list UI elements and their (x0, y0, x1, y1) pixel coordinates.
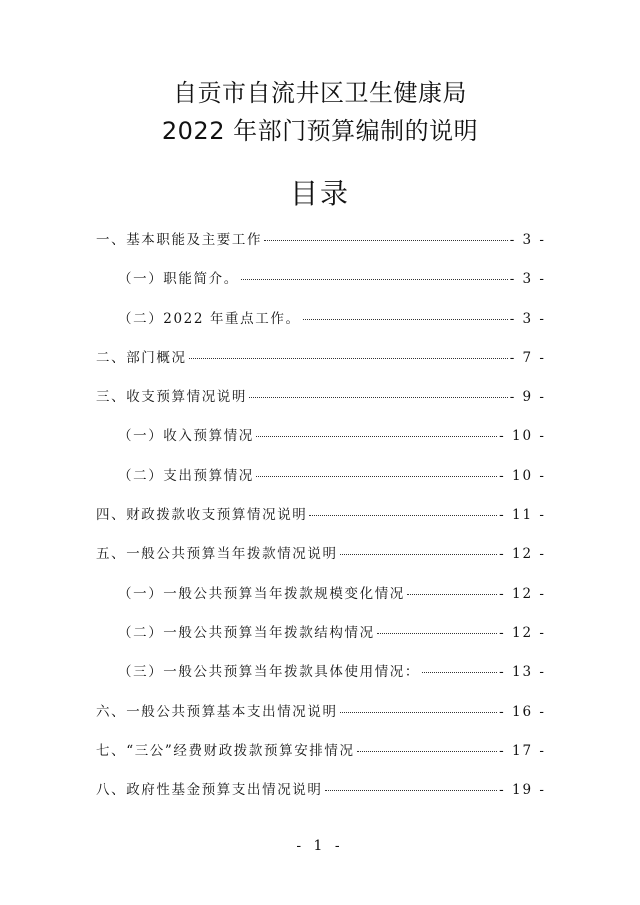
toc-entry[interactable] (96, 343, 546, 382)
toc-entry-label: （一）收入预算情况 (118, 428, 254, 445)
toc-entry[interactable] (96, 618, 546, 657)
toc-dot-leader (340, 712, 498, 713)
toc-entry-label: （二）支出预算情况 (118, 467, 254, 484)
toc-entry[interactable] (96, 657, 546, 696)
toc-entry-label: 二、部门概况 (96, 349, 187, 366)
toc-entry-label: （一）职能简介。 (118, 271, 239, 288)
toc-entry-label: （三）一般公共预算当年拨款具体使用情况： (118, 664, 420, 681)
toc-entry[interactable] (96, 500, 546, 539)
toc-entry[interactable] (96, 461, 546, 500)
toc-entry-label: （二）2022 年重点工作。 (118, 310, 301, 327)
toc-entry[interactable] (96, 264, 546, 303)
toc-entry-page: - 3 - (509, 232, 546, 248)
toc-entry[interactable] (96, 775, 546, 814)
page-number: - 1 - (296, 838, 344, 854)
toc-dot-leader (256, 476, 497, 477)
toc-dot-leader (241, 279, 508, 280)
toc-entry-page: - 9 - (509, 389, 546, 406)
toc-heading: 目录 (289, 177, 350, 210)
toc-entry-label: 五、一般公共预算当年拨款情况说明 (96, 546, 338, 563)
title-line-1: 自贡市自流井区卫生健康局 (173, 79, 467, 107)
toc-entry-page: - 10 - (499, 467, 546, 484)
toc-entry-page: - 10 - (499, 428, 546, 445)
toc-entry-label: 六、一般公共预算基本支出情况说明 (96, 703, 338, 720)
toc-entry-page: - 13 - (499, 664, 546, 681)
toc-entry-label: （一）一般公共预算当年拨款规模变化情况 (118, 585, 405, 602)
toc-entry-page: - 11 - (499, 507, 546, 524)
toc-entry-label: 三、收支预算情况说明 (96, 389, 247, 406)
toc-dot-leader (309, 515, 497, 516)
toc-entry[interactable] (96, 736, 546, 775)
toc-entry-label: 七、“三公”经费财政拨款预算安排情况 (96, 742, 355, 759)
toc-entry-page: - 3 - (509, 271, 546, 288)
toc-entry-page: - 3 - (509, 310, 546, 327)
toc-dot-leader (340, 554, 498, 555)
document-title (0, 74, 640, 150)
toc-dot-leader (303, 319, 508, 320)
toc-entry-page: - 7 - (509, 349, 546, 366)
toc-dot-leader (264, 240, 508, 241)
toc-dot-leader (422, 672, 497, 673)
toc-dot-leader (357, 751, 498, 752)
toc-entry-page: - 12 - (499, 546, 546, 563)
toc-dot-leader (249, 397, 508, 398)
toc-dot-leader (189, 358, 508, 359)
toc-entry-page: - 12 - (499, 585, 546, 602)
toc-entry-page: - 17 - (499, 742, 546, 759)
toc-dot-leader (256, 436, 497, 437)
toc-entry-label: （二）一般公共预算当年拨款结构情况 (118, 624, 375, 641)
toc-dot-leader (407, 594, 497, 595)
toc-entry-label: 一、基本职能及主要工作 (96, 232, 263, 248)
toc-entry[interactable] (96, 421, 546, 460)
toc-entry[interactable] (96, 539, 546, 578)
toc-dot-leader (377, 633, 497, 634)
table-of-contents (96, 225, 546, 814)
toc-entry-label: 四、财政拨款收支预算情况说明 (96, 507, 308, 524)
toc-entry[interactable] (96, 579, 546, 618)
toc-entry[interactable] (96, 382, 546, 421)
toc-entry[interactable] (96, 225, 546, 264)
toc-entry-page: - 19 - (499, 782, 546, 799)
toc-entry[interactable] (96, 304, 546, 343)
toc-entry-page: - 12 - (499, 624, 546, 641)
toc-dot-leader (325, 790, 498, 791)
toc-entry-page: - 16 - (499, 703, 546, 720)
toc-entry-label: 八、政府性基金预算支出情况说明 (96, 782, 323, 799)
title-line-2: 2022 年部门预算编制的说明 (161, 117, 479, 145)
toc-entry[interactable] (96, 697, 546, 736)
